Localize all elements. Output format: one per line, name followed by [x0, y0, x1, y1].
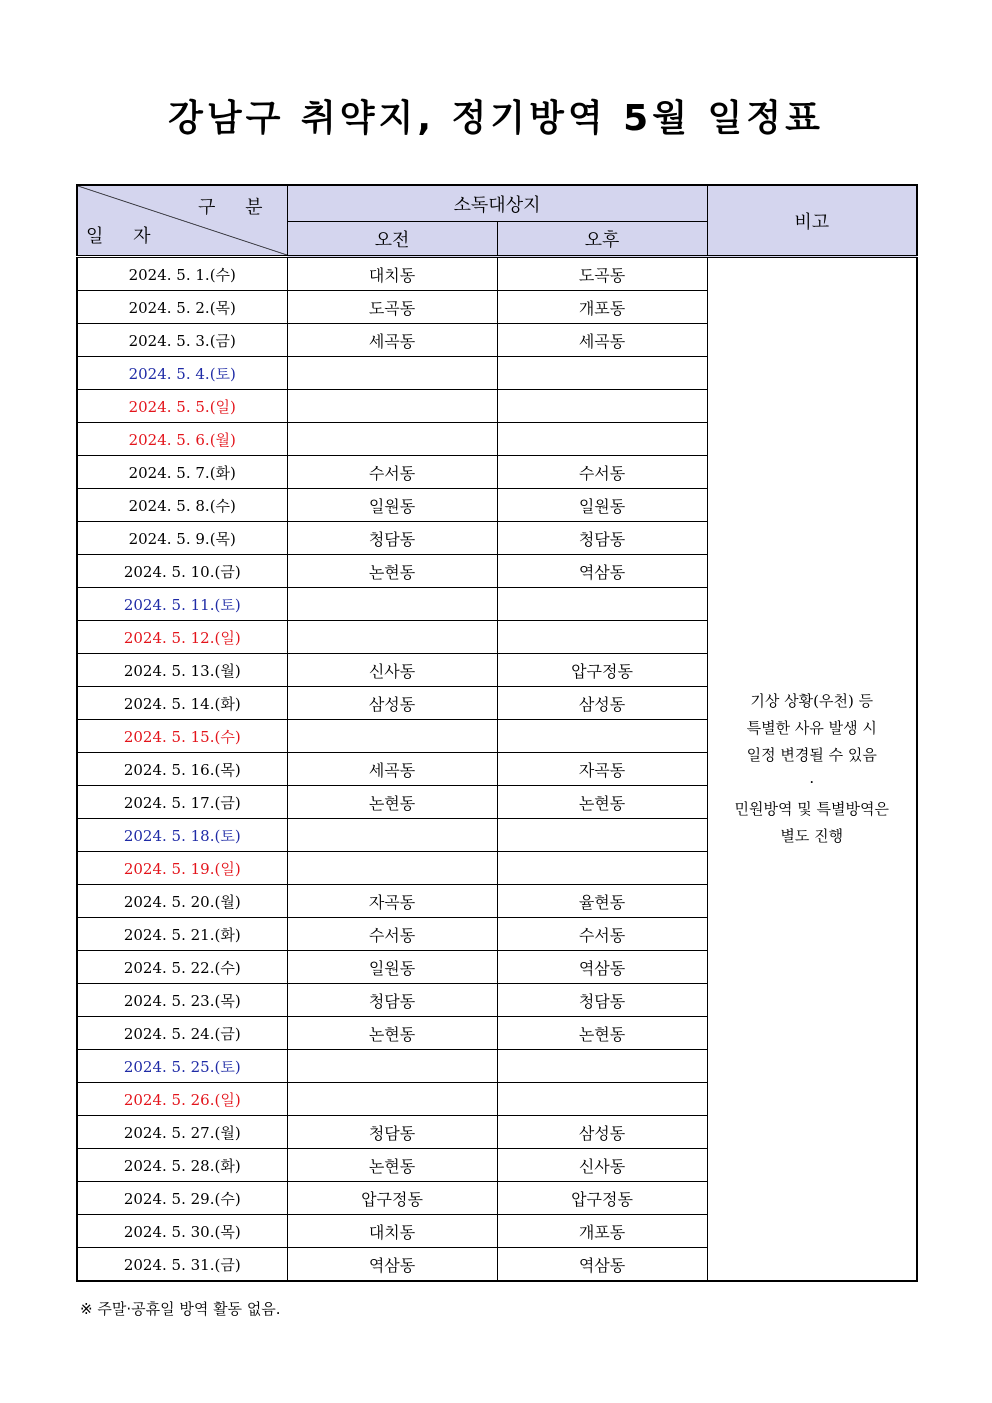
am-place-cell [287, 720, 497, 753]
target-header: 소독대상지 [287, 185, 707, 222]
am-place-cell [287, 819, 497, 852]
date-cell: 2024. 5. 4.(토) [77, 357, 287, 390]
date-cell: 2024. 5. 3.(금) [77, 324, 287, 357]
pm-place-cell: 수서동 [497, 918, 707, 951]
page-title: 강남구 취약지, 정기방역 5월 일정표 [168, 98, 824, 139]
date-cell: 2024. 5. 17.(금) [77, 786, 287, 819]
am-place-cell: 도곡동 [287, 291, 497, 324]
date-cell: 2024. 5. 27.(월) [77, 1116, 287, 1149]
am-place-cell [287, 621, 497, 654]
pm-place-cell: 개포동 [497, 291, 707, 324]
pm-place-cell [497, 357, 707, 390]
pm-place-cell: 수서동 [497, 456, 707, 489]
date-cell: 2024. 5. 19.(일) [77, 852, 287, 885]
note-line: 민원방역 및 특별방역은 [734, 800, 889, 818]
pm-place-cell: 개포동 [497, 1215, 707, 1248]
pm-place-cell [497, 423, 707, 456]
pm-place-cell [497, 852, 707, 885]
am-place-cell: 자곡동 [287, 885, 497, 918]
date-cell: 2024. 5. 30.(목) [77, 1215, 287, 1248]
am-place-cell: 대치동 [287, 257, 497, 291]
am-header: 오전 [287, 222, 497, 257]
am-place-cell: 삼성동 [287, 687, 497, 720]
am-place-cell: 수서동 [287, 456, 497, 489]
footnote: ※ 주말·공휴일 방역 활동 없음. [80, 1300, 281, 1318]
am-place-cell: 논현동 [287, 1017, 497, 1050]
am-place-cell: 압구정동 [287, 1182, 497, 1215]
date-cell: 2024. 5. 25.(토) [77, 1050, 287, 1083]
date-cell: 2024. 5. 10.(금) [77, 555, 287, 588]
am-place-cell: 세곡동 [287, 753, 497, 786]
gubun-label: 구 분 [198, 197, 275, 218]
date-cell: 2024. 5. 13.(월) [77, 654, 287, 687]
pm-place-cell: 논현동 [497, 1017, 707, 1050]
am-place-cell: 일원동 [287, 489, 497, 522]
date-cell: 2024. 5. 12.(일) [77, 621, 287, 654]
date-cell: 2024. 5. 5.(일) [77, 390, 287, 423]
pm-place-cell: 논현동 [497, 786, 707, 819]
pm-place-cell: 세곡동 [497, 324, 707, 357]
am-place-cell: 논현동 [287, 1149, 497, 1182]
am-place-cell: 신사동 [287, 654, 497, 687]
diagonal-header-cell [77, 185, 287, 257]
date-cell: 2024. 5. 9.(목) [77, 522, 287, 555]
pm-place-cell [497, 1083, 707, 1116]
date-cell: 2024. 5. 1.(수) [77, 257, 287, 291]
pm-place-cell: 청담동 [497, 522, 707, 555]
am-place-cell: 역삼동 [287, 1248, 497, 1282]
pm-place-cell: 자곡동 [497, 753, 707, 786]
date-cell: 2024. 5. 20.(월) [77, 885, 287, 918]
note-line: 특별한 사유 발생 시 [746, 719, 877, 737]
date-cell: 2024. 5. 28.(화) [77, 1149, 287, 1182]
date-cell: 2024. 5. 14.(화) [77, 687, 287, 720]
pm-place-cell: 율현동 [497, 885, 707, 918]
pm-place-cell [497, 390, 707, 423]
date-cell: 2024. 5. 21.(화) [77, 918, 287, 951]
pm-place-cell [497, 720, 707, 753]
pm-place-cell [497, 621, 707, 654]
note-header: 비고 [707, 185, 917, 257]
table-row [77, 257, 917, 291]
note-cell [707, 257, 917, 1282]
schedule-table [76, 184, 918, 1282]
am-place-cell [287, 357, 497, 390]
pm-place-cell: 일원동 [497, 489, 707, 522]
pm-header: 오후 [497, 222, 707, 257]
date-cell: 2024. 5. 6.(월) [77, 423, 287, 456]
note-line: 기상 상황(우천) 등 [750, 692, 874, 710]
note-line: · [809, 773, 815, 791]
pm-place-cell: 압구정동 [497, 1182, 707, 1215]
table-header [77, 185, 917, 257]
am-place-cell: 청담동 [287, 1116, 497, 1149]
date-cell: 2024. 5. 31.(금) [77, 1248, 287, 1282]
date-cell: 2024. 5. 18.(토) [77, 819, 287, 852]
date-cell: 2024. 5. 22.(수) [77, 951, 287, 984]
pm-place-cell: 압구정동 [497, 654, 707, 687]
date-cell: 2024. 5. 16.(목) [77, 753, 287, 786]
am-place-cell [287, 852, 497, 885]
note-line: 일정 변경될 수 있음 [746, 746, 877, 764]
date-cell: 2024. 5. 11.(토) [77, 588, 287, 621]
pm-place-cell: 신사동 [497, 1149, 707, 1182]
table-body [77, 257, 917, 1282]
date-cell: 2024. 5. 2.(목) [77, 291, 287, 324]
am-place-cell: 논현동 [287, 555, 497, 588]
date-column-label: 일 자 [86, 226, 163, 247]
date-cell: 2024. 5. 8.(수) [77, 489, 287, 522]
date-cell: 2024. 5. 29.(수) [77, 1182, 287, 1215]
date-cell: 2024. 5. 23.(목) [77, 984, 287, 1017]
am-place-cell [287, 390, 497, 423]
date-cell: 2024. 5. 15.(수) [77, 720, 287, 753]
am-place-cell: 청담동 [287, 984, 497, 1017]
date-cell: 2024. 5. 26.(일) [77, 1083, 287, 1116]
am-place-cell: 세곡동 [287, 324, 497, 357]
am-place-cell: 대치동 [287, 1215, 497, 1248]
date-cell: 2024. 5. 24.(금) [77, 1017, 287, 1050]
pm-place-cell [497, 819, 707, 852]
am-place-cell [287, 1050, 497, 1083]
am-place-cell: 일원동 [287, 951, 497, 984]
pm-place-cell: 역삼동 [497, 555, 707, 588]
am-place-cell [287, 423, 497, 456]
am-place-cell [287, 588, 497, 621]
am-place-cell [287, 1083, 497, 1116]
pm-place-cell: 삼성동 [497, 687, 707, 720]
pm-place-cell [497, 1050, 707, 1083]
date-cell: 2024. 5. 7.(화) [77, 456, 287, 489]
pm-place-cell: 역삼동 [497, 1248, 707, 1282]
note-line: 별도 진행 [780, 827, 844, 845]
pm-place-cell: 삼성동 [497, 1116, 707, 1149]
am-place-cell: 수서동 [287, 918, 497, 951]
am-place-cell: 청담동 [287, 522, 497, 555]
am-place-cell: 논현동 [287, 786, 497, 819]
pm-place-cell: 역삼동 [497, 951, 707, 984]
pm-place-cell: 도곡동 [497, 257, 707, 291]
pm-place-cell: 청담동 [497, 984, 707, 1017]
pm-place-cell [497, 588, 707, 621]
